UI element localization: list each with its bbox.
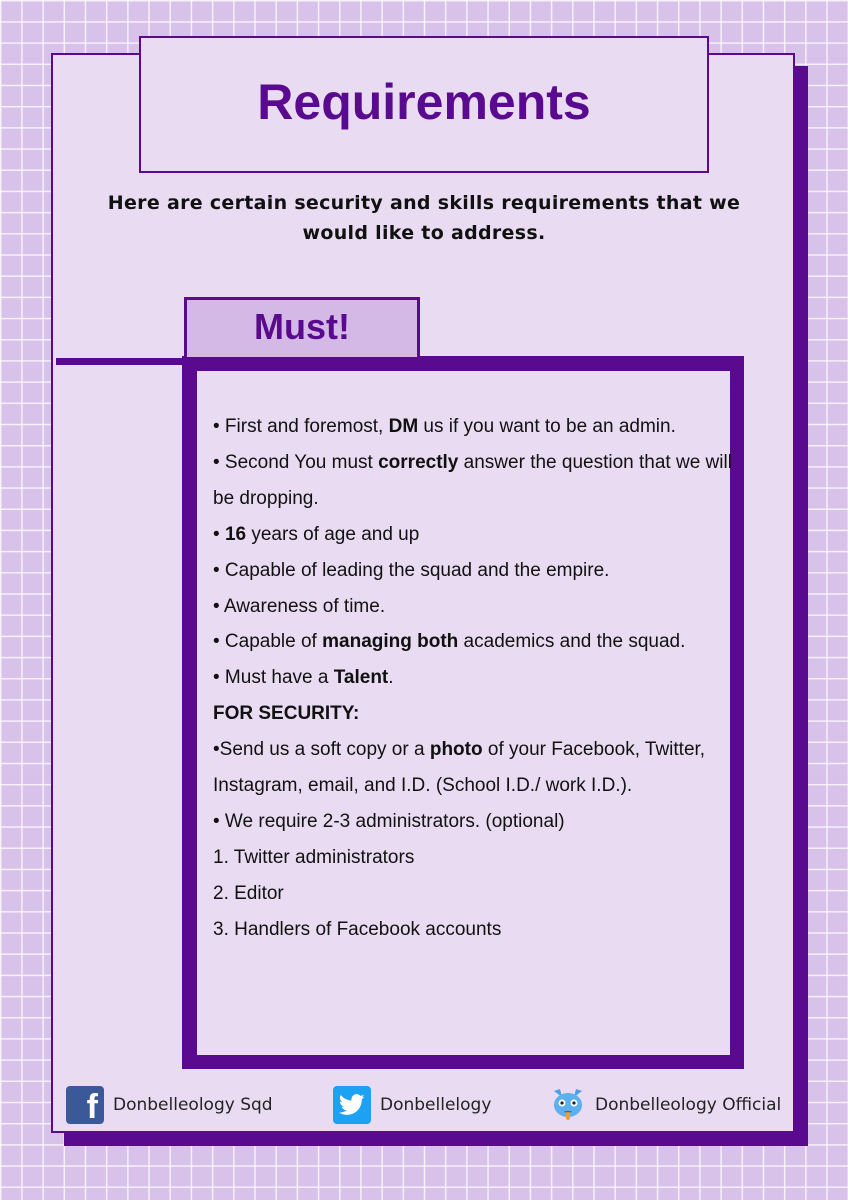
list-item: • Capable of leading the squad and the empire. [213,559,610,581]
footer-twitter-label: Donbellelogy [380,1095,492,1115]
intro-text: Here are certain security and skills requirements that we would like to address. [107,192,741,244]
requirements-list [213,409,733,948]
footer-facebook-label: Donbelleology Sqd [113,1095,273,1115]
list-item: • First and foremost, DM us if you want to be an admin. [213,416,676,437]
must-label: Must! [254,306,350,347]
list-item: • 16 years of age and up [213,523,420,545]
footer-official-label: Donbelleology Official [595,1095,782,1115]
list-item: • We require 2-3 administrators. (optional) [213,810,565,832]
list-item: •Send us a soft copy or a photo of your Facebook, Twitter, Instagram, email, and I.D. (School I.D./ work I.D.). [213,739,706,797]
footer-facebook[interactable] [66,1085,273,1125]
divider-line [56,358,186,365]
list-item: 1. Twitter administrators [213,846,415,868]
list-item: • Capable of managing both academics and the squad. [213,631,686,653]
list-item: 3. Handlers of Facebook accounts [213,918,502,940]
security-heading: FOR SECURITY: [213,703,360,725]
footer-official[interactable] [550,1085,781,1125]
list-item: • Must have a Talent. [213,667,394,689]
list-item: • Second You must correctly answer the question that we will be dropping. [213,451,732,509]
facebook-icon: f [66,1086,104,1124]
page-title: Requirements [257,74,591,130]
list-item: 2. Editor [213,882,284,904]
footer-twitter[interactable] [333,1085,491,1125]
list-item: • Awareness of time. [213,595,386,617]
mascot-icon [550,1087,586,1123]
twitter-icon [333,1086,371,1124]
